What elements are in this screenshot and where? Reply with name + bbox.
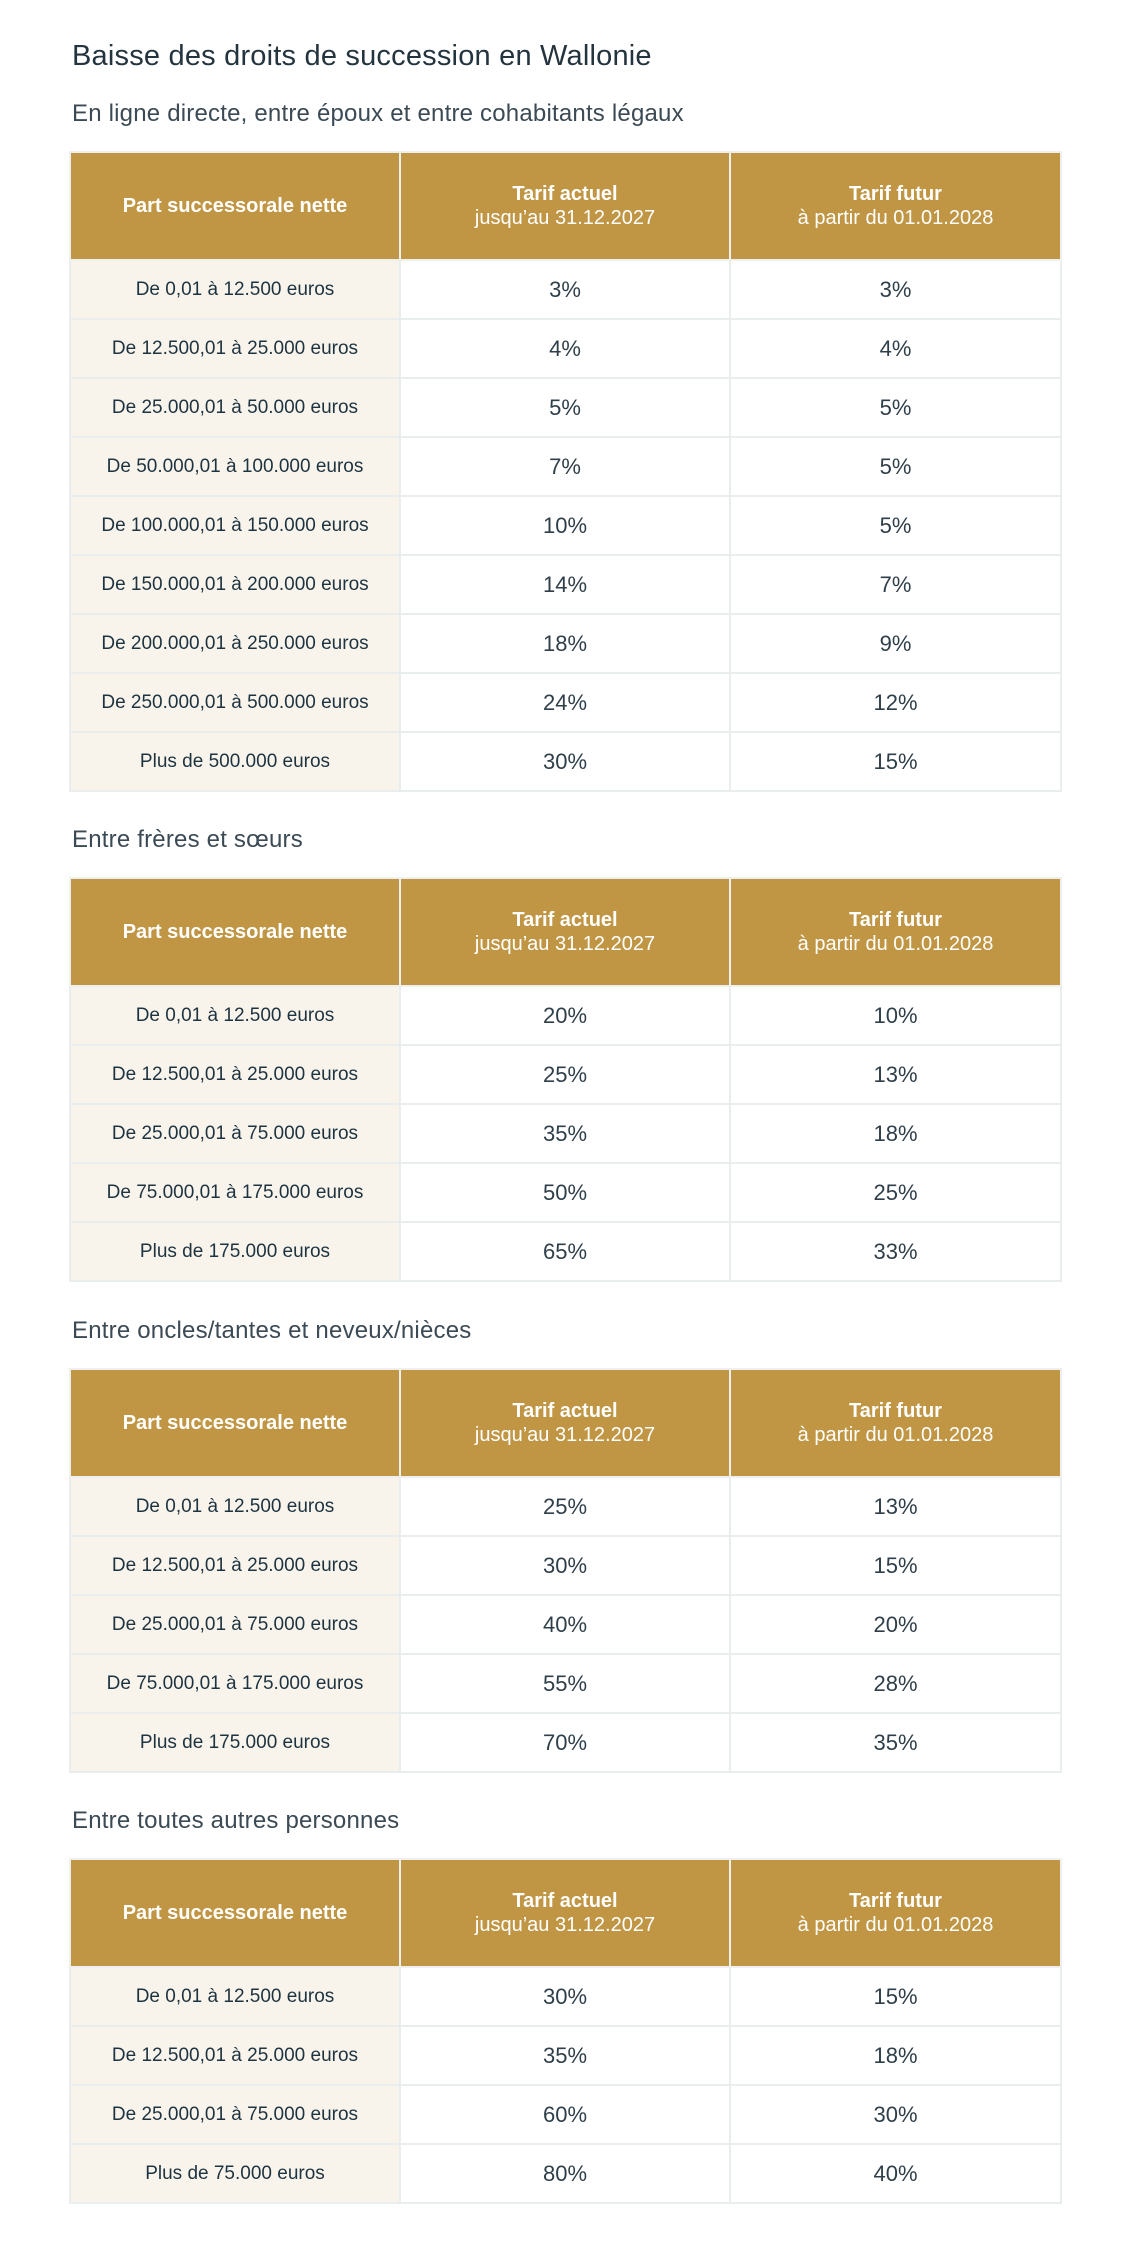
future-rate-cell: 5% xyxy=(730,378,1061,437)
table-row xyxy=(70,260,1061,319)
table-row xyxy=(70,2085,1061,2144)
future-rate-cell: 7% xyxy=(730,555,1061,614)
future-rate-cell: 3% xyxy=(730,260,1061,319)
header-part-successorale: Part successorale nette xyxy=(70,1369,400,1477)
range-cell: De 25.000,01 à 75.000 euros xyxy=(70,1595,400,1654)
rate-table-ligne-directe xyxy=(69,151,1062,792)
future-rate-cell: 4% xyxy=(730,319,1061,378)
current-rate-cell: 35% xyxy=(400,2026,730,2085)
table-row xyxy=(70,1104,1061,1163)
future-rate-cell: 25% xyxy=(730,1163,1061,1222)
rate-table-freres-soeurs xyxy=(69,877,1062,1282)
current-rate-cell: 35% xyxy=(400,1104,730,1163)
current-rate-cell: 3% xyxy=(400,260,730,319)
current-rate-cell: 30% xyxy=(400,1967,730,2026)
range-cell: De 0,01 à 12.500 euros xyxy=(70,260,400,319)
range-cell: De 0,01 à 12.500 euros xyxy=(70,1477,400,1536)
header-tarif-futur: Tarif futur à partir du 01.01.2028 xyxy=(730,878,1061,986)
table-header-row xyxy=(70,152,1061,260)
table-row xyxy=(70,673,1061,732)
current-rate-cell: 25% xyxy=(400,1045,730,1104)
future-rate-cell: 33% xyxy=(730,1222,1061,1281)
current-rate-cell: 20% xyxy=(400,986,730,1045)
future-rate-cell: 5% xyxy=(730,496,1061,555)
range-cell: De 50.000,01 à 100.000 euros xyxy=(70,437,400,496)
range-cell: De 12.500,01 à 25.000 euros xyxy=(70,1536,400,1595)
table-row xyxy=(70,1163,1061,1222)
current-rate-cell: 7% xyxy=(400,437,730,496)
table-row xyxy=(70,1654,1061,1713)
future-rate-cell: 15% xyxy=(730,1536,1061,1595)
range-cell: De 12.500,01 à 25.000 euros xyxy=(70,1045,400,1104)
range-cell: De 100.000,01 à 150.000 euros xyxy=(70,496,400,555)
header-part-successorale: Part successorale nette xyxy=(70,1859,400,1967)
current-rate-cell: 55% xyxy=(400,1654,730,1713)
rate-table-autres-personnes xyxy=(69,1858,1062,2204)
current-rate-cell: 60% xyxy=(400,2085,730,2144)
header-tarif-futur: Tarif futur à partir du 01.01.2028 xyxy=(730,1369,1061,1477)
range-cell: De 12.500,01 à 25.000 euros xyxy=(70,2026,400,2085)
header-tarif-actuel: Tarif actuel jusqu’au 31.12.2027 xyxy=(400,1369,730,1477)
range-cell: De 75.000,01 à 175.000 euros xyxy=(70,1163,400,1222)
current-rate-cell: 40% xyxy=(400,1595,730,1654)
section-title-freres-soeurs: Entre frères et sœurs xyxy=(72,826,303,853)
range-cell: De 25.000,01 à 75.000 euros xyxy=(70,2085,400,2144)
range-cell: De 0,01 à 12.500 euros xyxy=(70,1967,400,2026)
table-row xyxy=(70,378,1061,437)
range-cell: De 25.000,01 à 50.000 euros xyxy=(70,378,400,437)
table-row xyxy=(70,437,1061,496)
current-rate-cell: 10% xyxy=(400,496,730,555)
range-cell: Plus de 175.000 euros xyxy=(70,1222,400,1281)
table-row xyxy=(70,555,1061,614)
header-tarif-actuel: Tarif actuel jusqu’au 31.12.2027 xyxy=(400,152,730,260)
current-rate-cell: 30% xyxy=(400,1536,730,1595)
current-rate-cell: 70% xyxy=(400,1713,730,1772)
future-rate-cell: 35% xyxy=(730,1713,1061,1772)
current-rate-cell: 14% xyxy=(400,555,730,614)
current-rate-cell: 50% xyxy=(400,1163,730,1222)
range-cell: De 25.000,01 à 75.000 euros xyxy=(70,1104,400,1163)
table-row xyxy=(70,2026,1061,2085)
table-row xyxy=(70,986,1061,1045)
header-tarif-actuel: Tarif actuel jusqu’au 31.12.2027 xyxy=(400,1859,730,1967)
header-tarif-futur: Tarif futur à partir du 01.01.2028 xyxy=(730,1859,1061,1967)
table-row xyxy=(70,1595,1061,1654)
table-row xyxy=(70,2144,1061,2203)
table-row xyxy=(70,732,1061,791)
future-rate-cell: 9% xyxy=(730,614,1061,673)
current-rate-cell: 30% xyxy=(400,732,730,791)
range-cell: De 75.000,01 à 175.000 euros xyxy=(70,1654,400,1713)
header-tarif-actuel: Tarif actuel jusqu’au 31.12.2027 xyxy=(400,878,730,986)
future-rate-cell: 20% xyxy=(730,1595,1061,1654)
range-cell: De 250.000,01 à 500.000 euros xyxy=(70,673,400,732)
table-row xyxy=(70,496,1061,555)
current-rate-cell: 18% xyxy=(400,614,730,673)
table-header-row xyxy=(70,878,1061,986)
section-title-autres-personnes: Entre toutes autres personnes xyxy=(72,1807,400,1834)
table-row xyxy=(70,1045,1061,1104)
current-rate-cell: 80% xyxy=(400,2144,730,2203)
table-header-row xyxy=(70,1859,1061,1967)
section-title-oncles-neveux: Entre oncles/tantes et neveux/nièces xyxy=(72,1317,472,1344)
current-rate-cell: 5% xyxy=(400,378,730,437)
table-row xyxy=(70,1222,1061,1281)
header-part-successorale: Part successorale nette xyxy=(70,152,400,260)
header-part-successorale: Part successorale nette xyxy=(70,878,400,986)
header-tarif-futur: Tarif futur à partir du 01.01.2028 xyxy=(730,152,1061,260)
future-rate-cell: 15% xyxy=(730,1967,1061,2026)
range-cell: De 200.000,01 à 250.000 euros xyxy=(70,614,400,673)
table-row xyxy=(70,1477,1061,1536)
future-rate-cell: 18% xyxy=(730,1104,1061,1163)
section-title-ligne-directe: En ligne directe, entre époux et entre cohabitants légaux xyxy=(72,100,684,127)
current-rate-cell: 4% xyxy=(400,319,730,378)
current-rate-cell: 25% xyxy=(400,1477,730,1536)
current-rate-cell: 24% xyxy=(400,673,730,732)
rate-table-oncles-neveux xyxy=(69,1368,1062,1773)
future-rate-cell: 13% xyxy=(730,1045,1061,1104)
current-rate-cell: 65% xyxy=(400,1222,730,1281)
range-cell: Plus de 500.000 euros xyxy=(70,732,400,791)
future-rate-cell: 18% xyxy=(730,2026,1061,2085)
table-row xyxy=(70,614,1061,673)
future-rate-cell: 40% xyxy=(730,2144,1061,2203)
future-rate-cell: 13% xyxy=(730,1477,1061,1536)
future-rate-cell: 15% xyxy=(730,732,1061,791)
future-rate-cell: 28% xyxy=(730,1654,1061,1713)
range-cell: Plus de 175.000 euros xyxy=(70,1713,400,1772)
range-cell: De 150.000,01 à 200.000 euros xyxy=(70,555,400,614)
table-row xyxy=(70,319,1061,378)
future-rate-cell: 5% xyxy=(730,437,1061,496)
table-row xyxy=(70,1967,1061,2026)
table-row xyxy=(70,1536,1061,1595)
future-rate-cell: 10% xyxy=(730,986,1061,1045)
range-cell: Plus de 75.000 euros xyxy=(70,2144,400,2203)
range-cell: De 12.500,01 à 25.000 euros xyxy=(70,319,400,378)
table-row xyxy=(70,1713,1061,1772)
future-rate-cell: 30% xyxy=(730,2085,1061,2144)
future-rate-cell: 12% xyxy=(730,673,1061,732)
range-cell: De 0,01 à 12.500 euros xyxy=(70,986,400,1045)
page-title: Baisse des droits de succession en Wallonie xyxy=(72,40,652,72)
table-header-row xyxy=(70,1369,1061,1477)
